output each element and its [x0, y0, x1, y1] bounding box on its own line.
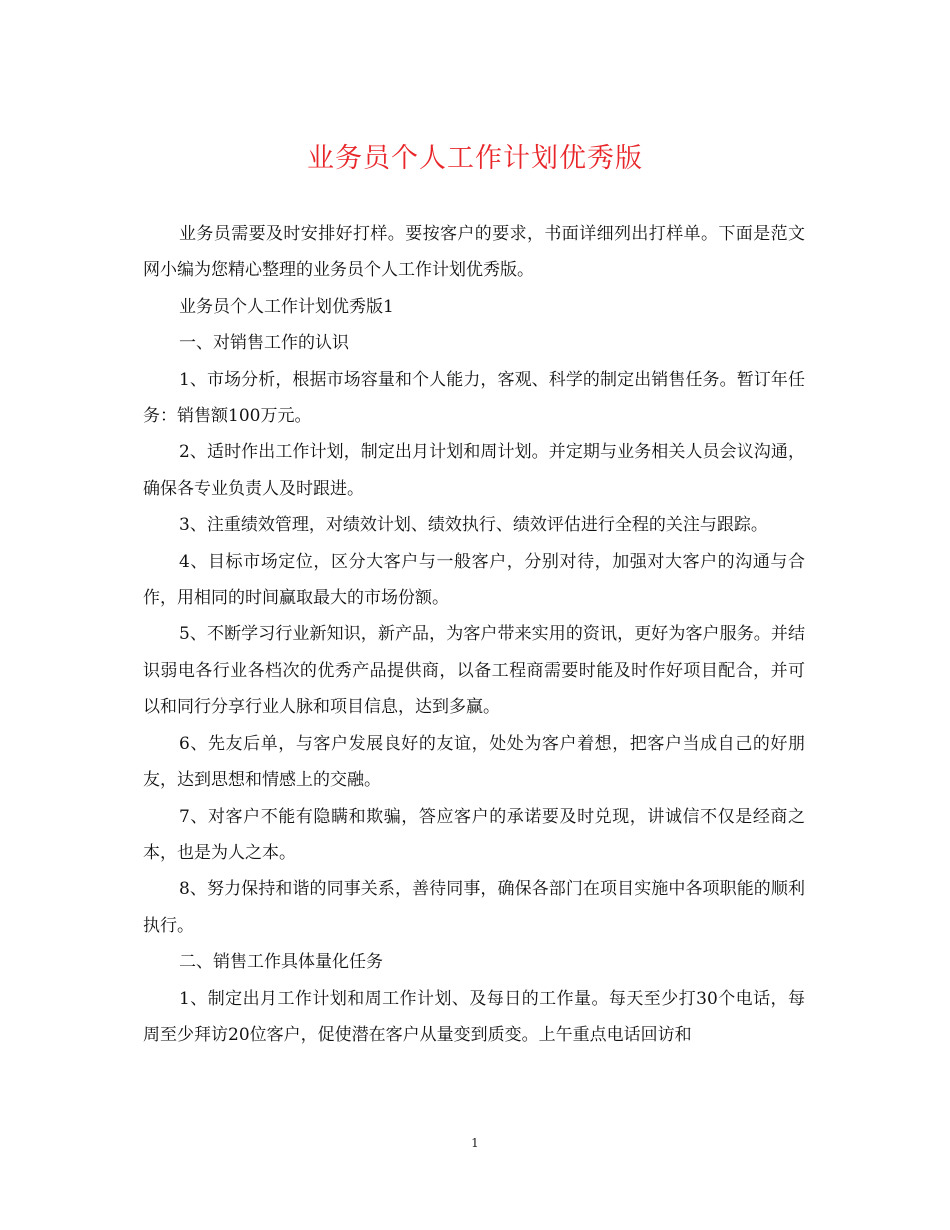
list-item: 4、目标市场定位，区分大客户与一般客户，分别对待，加强对大客户的沟通与合作，用相同的时间赢取最大的市场份额。: [143, 551, 805, 609]
list-item: 1、制定出月工作计划和周工作计划、及每日的工作量。每天至少打30个电话，每周至少拜访20位客户，促使潜在客户从量变到质变。上午重点电话回访和: [143, 988, 805, 1045]
document-body: [143, 216, 805, 1053]
list-item: 8、努力保持和谐的同事关系，善待同事，确保各部门在项目实施中各项职能的顺利执行。: [143, 879, 805, 936]
list-item: 3、注重绩效管理，对绩效计划、绩效执行、绩效评估进行全程的关注与跟踪。: [179, 515, 768, 536]
list-item: 7、对客户不能有隐瞒和欺骗，答应客户的承诺要及时兑现，讲诚信不仅是经商之本，也是为人之本。: [143, 806, 805, 863]
list-item: 2、适时作出工作计划，制定出月计划和周计划。并定期与业务相关人员会议沟通，确保各专业负责人及时跟进。: [143, 442, 805, 499]
section-subtitle: 业务员个人工作计划优秀版1: [179, 296, 394, 317]
list-item: 6、先友后单，与客户发展良好的友谊，处处为客户着想，把客户当成自己的好朋友，达到思想和情感上的交融。: [143, 733, 805, 791]
section-heading-1: 一、对销售工作的认识: [179, 333, 349, 354]
intro-paragraph: 业务员需要及时安排好打样。要按客户的要求，书面详细列出打样单。下面是范文网小编为您精心整理的业务员个人工作计划优秀版。: [143, 224, 805, 281]
section-heading-2: 二、销售工作具体量化任务: [179, 952, 383, 973]
list-item: 5、不断学习行业新知识，新产品，为客户带来实用的资讯，更好为客户服务。并结识弱电各行业各档次的优秀产品提供商，以备工程商需要时能及时作好项目配合，并可以和同行分享行业人脉和项目信息，达到多赢。: [143, 624, 805, 718]
document-title: 业务员个人工作计划优秀版: [307, 143, 643, 174]
page-number: 1: [471, 1136, 479, 1150]
list-item: 1、市场分析，根据市场容量和个人能力，客观、科学的制定出销售任务。暂订年任务：销售额100万元。: [143, 369, 805, 427]
